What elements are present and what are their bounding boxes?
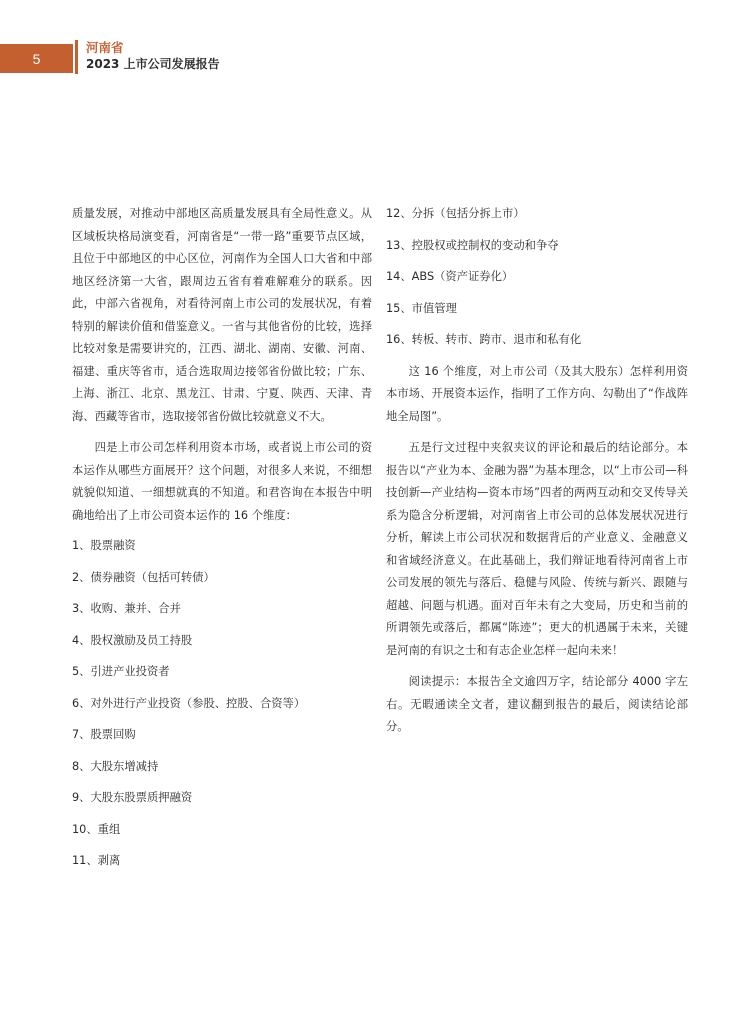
list-item: 1、股票融资 — [72, 539, 136, 552]
list-item: 16、转板、转市、跨市、退市和私有化 — [386, 333, 582, 346]
list-item: 10、重组 — [72, 822, 121, 836]
list-item: 12、分拆（包括分拆上市） — [386, 207, 525, 220]
list-item: 13、控股权或控制权的变动和争夺 — [386, 238, 559, 252]
right-column — [386, 203, 688, 739]
left-paragraph-1: 质量发展，对推动中部地区高质量发展具有全局性意义。从区域板块格局演变看，河南省是“一带一路”重要节点区域，且位于中部地区的中心区位，河南作为全国人口大省和中部地区经济第一大省，跟周边五省有着难解难分的联系。因此，中部六省视角，对看待河南上市公司的发展状况，有着特别的解读价值和借鉴意义。一省与其他省份的比较，选择比较对象是需要讲究的，江西、湖北、湖南、安徽、河南、福建、重庆等省市，适合选取周边接邻省份做比较；广东、上海、浙江、北京、黑龙江、甘肃、宁夏、陕西、天津、青海、西藏等省市，选取接邻省份做比较就意义不大。 — [72, 207, 372, 423]
list-item: 3、收购、兼并、合并 — [72, 602, 181, 615]
left-paragraph-2: 四是上市公司怎样利用资本市场，或者说上市公司的资本运作从哪些方面展开？这个问题，对很多人来说，不细想就貌似知道、一细想就真的不知道。和君咨询在本报告中明确地给出了上市公司资本运作的 16 个维度： — [72, 441, 372, 522]
header-province: 河南省 — [86, 40, 124, 55]
right-paragraph-3: 阅读提示：本报告全文逾四万字，结论部分 4000 字左右。无暇通读全文者，建议翻到报告的最后，阅读结论部分。 — [386, 675, 688, 733]
list-item: 8、大股东增减持 — [72, 759, 159, 773]
left-column — [72, 203, 372, 873]
page-number-tab — [0, 44, 73, 73]
list-item: 15、市值管理 — [386, 301, 457, 315]
list-item: 7、股票回购 — [72, 728, 136, 741]
list-item: 9、大股东股票质押融资 — [72, 791, 193, 804]
right-paragraph-2: 五是行文过程中夹叙夹议的评论和最后的结论部分。本报告以“产业为本、金融为器”为基本理念，以“上市公司—科技创新—产业结构—资本市场”四者的两两互动和交叉传导关系为隐含分析逻辑，对河南省上市公司的总体发展状况进行分析，解读上市公司状况和数据背后的产业意义、金融意义和省域经济意义。在此基础上，我们辩证地看待河南省上市公司发展的领先与落后、稳健与风险、传统与新兴、跟随与超越、问题与机遇。面对百年未有之大变局，历史和当前的所谓领先或落后，都属“陈迹”；更大的机遇属于未来，关键是河南的有识之士和有志企业怎样一起向未来！ — [386, 441, 688, 657]
page-number: 5 — [32, 50, 41, 67]
list-item: 11、剥离 — [72, 854, 121, 867]
list-item: 5、引进产业投资者 — [72, 665, 170, 678]
list-item: 2、债券融资（包括可转债） — [72, 570, 215, 584]
list-item: 14、ABS（资产证券化） — [386, 270, 514, 283]
right-paragraph-1: 这 16 个维度，对上市公司（及其大股东）怎样利用资本市场、开展资本运作，指明了工作方向、勾勒出了“作战阵地全局图”。 — [386, 364, 688, 423]
list-item: 4、股权激励及员工持股 — [72, 633, 193, 647]
header-report-title: 2023 上市公司发展报告 — [86, 57, 220, 71]
list-item: 6、对外进行产业投资（参股、控股、合资等） — [72, 696, 306, 710]
header-divider — [75, 40, 78, 74]
